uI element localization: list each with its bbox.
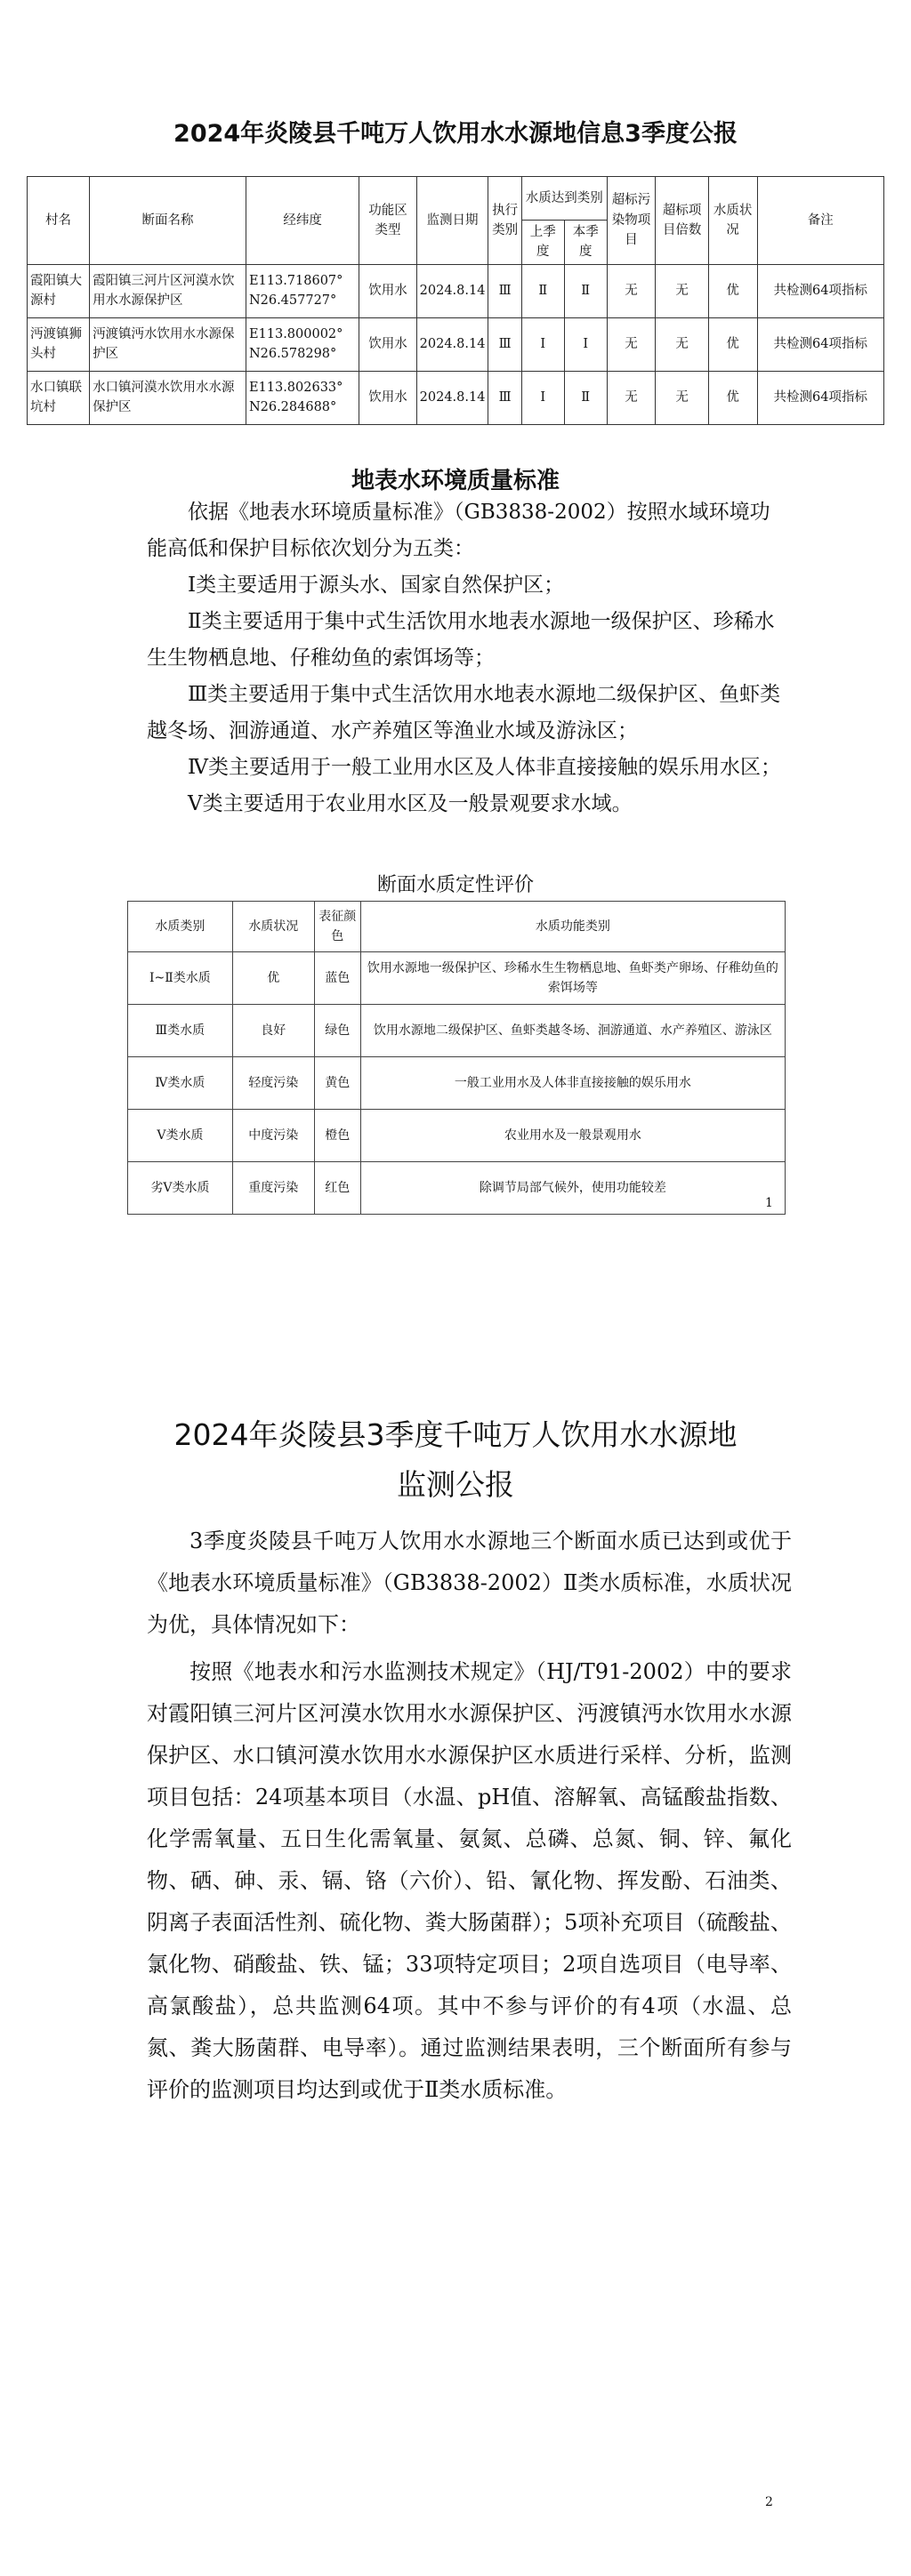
header-pollutant: 超标污染物项目 [607, 177, 656, 265]
cell-multiple: 无 [656, 371, 708, 424]
cell-exec: Ⅲ [488, 264, 521, 317]
table-row [28, 264, 884, 317]
cell-color: 绿色 [314, 1005, 360, 1057]
cell-function: 饮用水 [359, 371, 416, 424]
cell-section: 沔渡镇沔水饮用水水源保护区 [90, 317, 246, 371]
cell-class: Ⅲ类水质 [128, 1005, 233, 1057]
report-title-line: 监测公报 [397, 1467, 514, 1502]
cell-date: 2024.8.14 [416, 371, 488, 424]
cell-status: 中度污染 [232, 1110, 314, 1162]
cell-function: 饮用水 [359, 264, 416, 317]
standard-title: 地表水环境质量标准 [351, 468, 560, 494]
cell-color: 黄色 [314, 1057, 360, 1110]
report-title [0, 1410, 911, 1510]
header-village: 村名 [28, 177, 90, 265]
page-gap [0, 1272, 911, 1316]
page-1 [0, 0, 911, 1272]
cell-exec: Ⅲ [488, 317, 521, 371]
header-function: 功能区类型 [359, 177, 416, 265]
cell-this-quarter: Ⅰ [564, 317, 607, 371]
cell-date: 2024.8.14 [416, 317, 488, 371]
standard-paragraph: 依据《地表水环境质量标准》（GB3838-2002）按照水域环境功能高低和保护目标依次划分为五类： [147, 501, 770, 560]
cell-pollutant: 无 [607, 317, 656, 371]
cell-date: 2024.8.14 [416, 264, 488, 317]
cell-color: 红色 [314, 1162, 360, 1215]
eval-table-caption: 断面水质定性评价 [376, 874, 534, 896]
quality-evaluation-table [127, 901, 786, 1215]
cell-multiple: 无 [656, 264, 708, 317]
cell-last-quarter: Ⅰ [521, 317, 564, 371]
standard-paragraph: Ⅱ类主要适用于集中式生活饮用水地表水源地一级保护区、珍稀水生生物栖息地、仔稚幼鱼的索饵场等； [147, 610, 775, 670]
standard-paragraph: Ⅳ类主要适用于一般工业用水区及人体非直接接触的娱乐用水区； [188, 756, 781, 779]
cell-class: Ⅳ类水质 [128, 1057, 233, 1110]
cell-coords: E113.718607° N26.457727° [246, 264, 359, 317]
cell-village: 霞阳镇大源村 [28, 264, 90, 317]
table-row [128, 1057, 786, 1110]
page-number: 1 [765, 1196, 773, 1210]
cell-status: 优 [708, 371, 757, 424]
cell-status: 优 [232, 952, 314, 1005]
report-paragraph: 按照《地表水和污水监测技术规定》（HJ/T91-2002）中的要求对霞阳镇三河片区河漠水饮用水水源保护区、沔渡镇沔水饮用水水源保护区、水口镇河漠水饮用水水源保护区水质进行采样、分析，监测项目包括：24项基本项目（水温、pH值、溶解氧、高锰酸盐指数、化学需氧量、五日生化需氧量、氨氮、总磷、总氮、铜、锌、氟化物、硒、砷、汞、镉、铬（六价）、铅、氰化物、挥发酚、石油类、阴离子表面活性剂、硫化物、粪大肠菌群）；5项补充项目（硫酸盐、氯化物、硝酸盐、铁、锰；33项特定项目；2项自选项目（电导率、高氯酸盐），总共监测64项。其中不参与评价的有4项（水温、总氮、粪大肠菌群、电导率）。通过监测结果表明，三个断面所有参与评价的监测项目均达到或优于Ⅱ类水质标准。 [147, 1659, 792, 2102]
header-date: 监测日期 [416, 177, 488, 265]
cell-coords: E113.800002° N26.578298° [246, 317, 359, 371]
cell-section: 霞阳镇三河片区河漠水饮用水水源保护区 [90, 264, 246, 317]
page-title: 2024年炎陵县千吨万人饮用水水源地信息3季度公报 [173, 120, 738, 148]
cell-class: Ⅴ类水质 [128, 1110, 233, 1162]
header-last-quarter: 上季度 [521, 221, 564, 265]
cell-function: 饮用水源地二级保护区、鱼虾类越冬场、洄游通道、水产养殖区、游泳区 [360, 1005, 785, 1057]
cell-village: 沔渡镇狮头村 [28, 317, 90, 371]
table-row [128, 952, 786, 1005]
cell-function: 饮用水 [359, 317, 416, 371]
cell-status: 轻度污染 [232, 1057, 314, 1110]
cell-class: 劣Ⅴ类水质 [128, 1162, 233, 1215]
cell-class: Ⅰ~Ⅱ类水质 [128, 952, 233, 1005]
cell-exec: Ⅲ [488, 371, 521, 424]
cell-multiple: 无 [656, 317, 708, 371]
cell-status: 重度污染 [232, 1162, 314, 1215]
cell-remark: 共检测64项指标 [757, 317, 884, 371]
cell-pollutant: 无 [607, 371, 656, 424]
header-status: 水质状况 [708, 177, 757, 265]
header-color: 表征颜色 [314, 902, 360, 952]
cell-remark: 共检测64项指标 [757, 264, 884, 317]
table-row [128, 1005, 786, 1057]
cell-color: 橙色 [314, 1110, 360, 1162]
report-title-line: 2024年炎陵县3季度千吨万人饮用水水源地 [173, 1417, 738, 1452]
cell-this-quarter: Ⅱ [564, 371, 607, 424]
cell-village: 水口镇联坑村 [28, 371, 90, 424]
cell-remark: 共检测64项指标 [757, 371, 884, 424]
standard-paragraph: Ⅴ类主要适用于农业用水区及一般景观要求水域。 [188, 792, 633, 815]
table-row [128, 1110, 786, 1162]
header-status: 水质状况 [232, 902, 314, 952]
cell-section: 水口镇河漠水饮用水水源保护区 [90, 371, 246, 424]
cell-status: 良好 [232, 1005, 314, 1057]
header-quality-group: 水质达到类别 [521, 177, 607, 221]
header-remark: 备注 [757, 177, 884, 265]
cell-pollutant: 无 [607, 264, 656, 317]
cell-status: 优 [708, 264, 757, 317]
report-body [147, 1521, 792, 2111]
table-row [28, 371, 884, 424]
table-row [28, 317, 884, 371]
cell-function: 除调节局部气候外，使用功能较差 [360, 1162, 785, 1215]
cell-function: 农业用水及一般景观用水 [360, 1110, 785, 1162]
header-coords: 经纬度 [246, 177, 359, 265]
header-this-quarter: 本季度 [564, 221, 607, 265]
cell-coords: E113.802633° N26.284688° [246, 371, 359, 424]
header-exec: 执行类别 [488, 177, 521, 265]
standard-paragraph: Ⅰ类主要适用于源头水、国家自然保护区； [188, 574, 565, 597]
header-function: 水质功能类别 [360, 902, 785, 952]
water-source-info-table [27, 176, 884, 425]
header-multiple: 超标项目倍数 [656, 177, 708, 265]
page-number: 2 [765, 2495, 773, 2509]
standard-paragraph: Ⅲ类主要适用于集中式生活饮用水地表水源地二级保护区、鱼虾类越冬场、洄游通道、水产养殖区等渔业水域及游泳区； [147, 683, 781, 742]
cell-status: 优 [708, 317, 757, 371]
table-row [128, 1162, 786, 1215]
cell-color: 蓝色 [314, 952, 360, 1005]
cell-this-quarter: Ⅱ [564, 264, 607, 317]
standard-text [147, 494, 787, 823]
header-section: 断面名称 [90, 177, 246, 265]
cell-last-quarter: Ⅱ [521, 264, 564, 317]
cell-last-quarter: Ⅰ [521, 371, 564, 424]
cell-function: 一般工业用水及人体非直接接触的娱乐用水 [360, 1057, 785, 1110]
report-paragraph: 3季度炎陵县千吨万人饮用水水源地三个断面水质已达到或优于《地表水环境质量标准》（GB3838-2002）Ⅱ类水质标准，水质状况为优，具体情况如下： [147, 1529, 792, 1637]
cell-function: 饮用水源地一级保护区、珍稀水生生物栖息地、鱼虾类产卵场、仔稚幼鱼的索饵场等 [360, 952, 785, 1005]
header-class: 水质类别 [128, 902, 233, 952]
